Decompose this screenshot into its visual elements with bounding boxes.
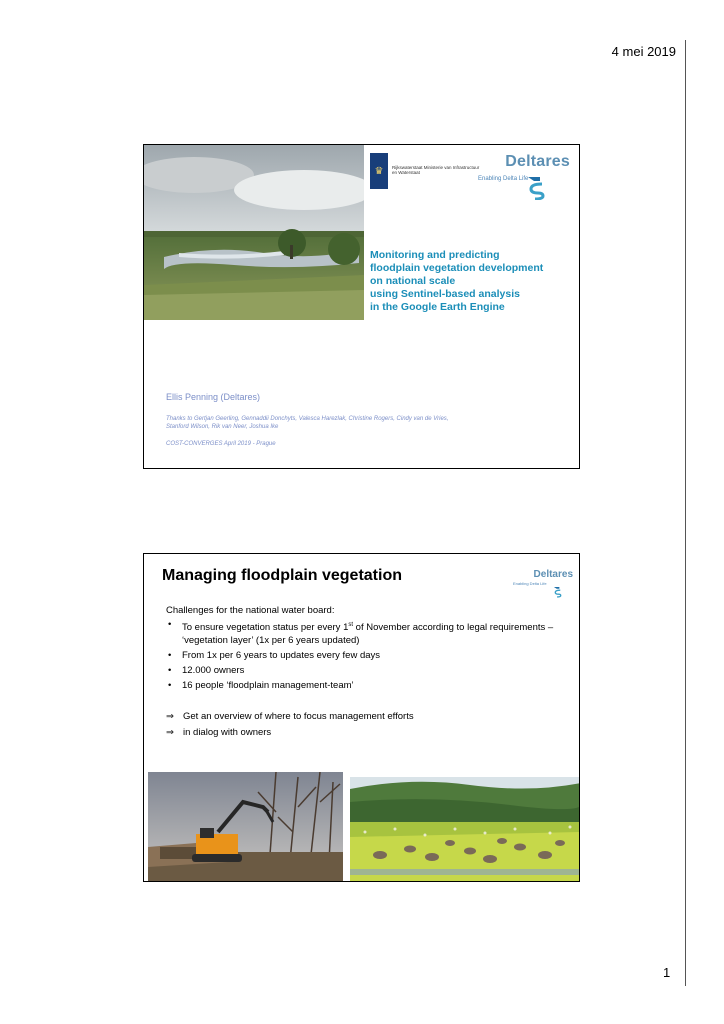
event-line: COST-CONVERGES April 2019 - Prague: [166, 441, 276, 447]
list-item: [166, 727, 566, 740]
list-item: [166, 650, 566, 663]
title-line: on national scale: [370, 275, 456, 287]
bullet-dot-icon: •: [168, 619, 172, 630]
slide-1-title: [370, 249, 578, 314]
slide-2-thumbnail: [143, 553, 580, 882]
slide-1-thumbnail: [143, 144, 580, 469]
deltares-logo-small: [513, 569, 573, 599]
page-date: 4 mei 2019: [611, 44, 676, 59]
bullet-dot-icon: •: [168, 649, 172, 661]
deltares-mark-icon: [553, 585, 563, 603]
double-arrow-icon: ⇒: [166, 711, 174, 722]
rijkswaterstaat-emblem-icon: ♛: [370, 153, 388, 189]
bullet-text: 16 people ‘floodplain management-team’: [182, 679, 354, 691]
deltares-logo: Deltares: [505, 153, 570, 170]
acknowledgements: Thanks to Gertjan Geerling, Gennaddii Donchyts, Valesca Harezlak, Christine Rogers, Cindy van de Vries, Stanford Wilson, Rik van Neer, Joshua Ike: [166, 416, 449, 430]
deltares-logo-tagline: Enabling Delta Life: [513, 581, 547, 586]
floodplain-photo: [144, 145, 364, 320]
bullet-text: 12.000 owners: [182, 664, 245, 676]
deltares-tagline: Enabling Delta Life: [478, 176, 529, 182]
page-number: 1: [663, 965, 671, 980]
list-item: [166, 680, 566, 693]
conclusions-list: [166, 711, 566, 742]
deltares-logo-word: Deltares: [533, 569, 573, 580]
bullet-text-continued: of November according to legal requirements – ‘vegetation layer’ (1x per 6 years updated): [182, 622, 554, 646]
challenges-list: [166, 619, 566, 695]
bullet-dot-icon: •: [168, 679, 172, 691]
logo-bar: [368, 149, 576, 203]
bullet-text: To ensure vegetation status per every 1: [182, 622, 349, 634]
margin-rule: [685, 40, 686, 986]
title-line: in the Google Earth Engine: [370, 301, 505, 313]
bullet-dot-icon: •: [168, 664, 172, 676]
title-line: using Sentinel-based analysis: [370, 288, 520, 300]
conclusion-text: Get an overview of where to focus management efforts: [183, 711, 414, 722]
author: Ellis Penning (Deltares): [166, 392, 261, 402]
title-line: Monitoring and predicting: [370, 249, 500, 261]
deltares-mark-icon: [526, 174, 548, 205]
challenges-intro: Challenges for the national water board:: [166, 605, 335, 616]
slide-2-heading: Managing floodplain vegetation: [162, 567, 402, 584]
conclusion-text: in dialog with owners: [183, 726, 272, 738]
list-item: [166, 619, 566, 647]
bullet-text: From 1x per 6 years to updates every few days: [182, 649, 381, 661]
title-line: floodplain vegetation development: [370, 262, 544, 274]
government-logo-text: Rijkswaterstaat Ministerie van Infrastructuur en Waterstaat: [392, 165, 480, 175]
list-item: [166, 665, 566, 678]
bullet-superscript: st: [348, 622, 354, 628]
list-item: [166, 711, 566, 724]
double-arrow-icon: ⇒: [166, 726, 174, 738]
excavator-photo: [148, 772, 343, 882]
horses-meadow-photo: [350, 777, 580, 882]
